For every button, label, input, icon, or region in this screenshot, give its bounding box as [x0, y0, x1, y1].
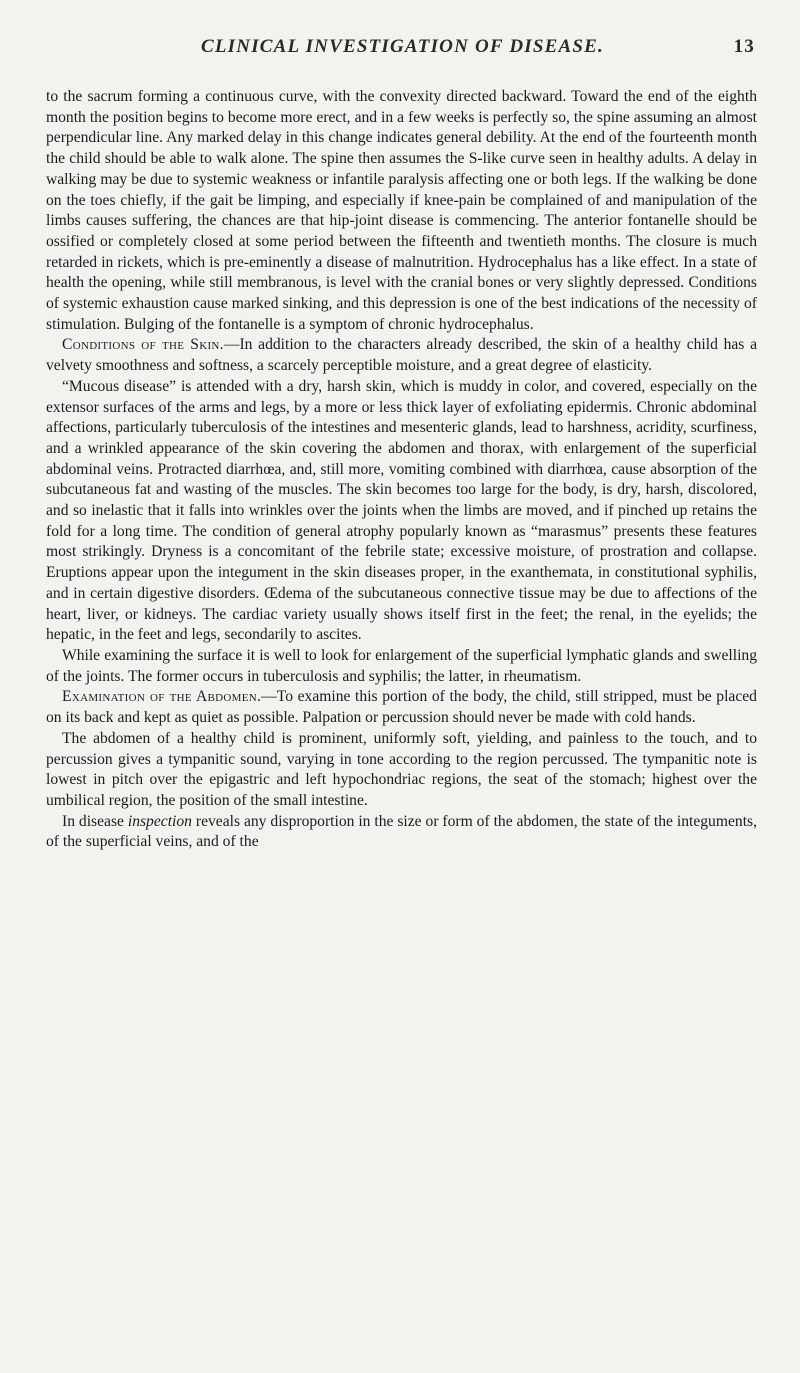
paragraph: [46, 335, 757, 376]
paragraph-text: In disease: [62, 812, 128, 830]
paragraph-text: —To examine this portion of the body, the child, still stripped, must be placed on its back and kept as quiet as possible. Palpation or percussion should never be made with cold hands.: [46, 688, 757, 727]
running-head-title: CLINICAL INVESTIGATION OF DISEASE.: [201, 36, 604, 57]
italic-term: inspection: [127, 812, 192, 830]
paragraph-text: “Mucous disease” is attended with a dry, harsh skin, which is muddy in color, and covered, especially on the extensor surfaces of the arms and legs, by a more or less thick layer of exfoliating epidermis. Chronic abdominal affections, particularly tuberculosis of the intestines and mesenteric glands, lead to harshness, acridity, scurfiness, and a wrinkled appearance of the skin covering the abdomen and thorax, with enlargement of the superficial abdominal veins. Protracted diarrhœa, and, still more, vomiting combined with diarrhœa, cause absorption of the subcutaneous fat and wasting of the muscles. The skin becomes too large for the body, is dry, harsh, discolored, and so inelastic that it falls into wrinkles over the joints when the limbs are moved, and if pinched up retains the fold for a long time. The condition of general atrophy popularly known as “marasmus” presents these features most strikingly. Dryness is a concomitant of the febrile state; excessive moisture, of prostration and collapse. Eruptions appear upon the integument in the skin diseases proper, in the exanthemata, in constitutional syphilis, and in certain digestive disorders. Œdema of the subcutaneous connective tissue may be due to affections of the heart, liver, or kidneys. The cardiac variety usually shows itself first in the feet; the renal, in the eyelids; the hepatic, in the feet and legs, secondarily to ascites.: [46, 377, 757, 644]
paragraph: [46, 729, 757, 812]
paragraph-text: reveals any disproportion in the size or form of the abdomen, the state of the integuments, of the superficial veins, and of the: [46, 812, 757, 851]
section-heading-abdomen: Examination of the Abdomen.: [62, 688, 262, 706]
paragraph: [46, 646, 757, 687]
running-head: [46, 30, 757, 64]
paragraph-text: —In addition to the characters already described, the skin of a healthy child has a velvety smoothness and softness, a scarcely perceptible moisture, and a great degree of elasticity.: [46, 336, 757, 375]
paragraph: [46, 377, 757, 646]
section-heading-skin: Conditions of the Skin.: [62, 336, 224, 354]
paragraph-text: The abdomen of a healthy child is prominent, uniformly soft, yielding, and painless to the touch, and to percussion gives a tympanitic sound, varying in tone according to the region percussed. The tympanitic note is lowest in pitch over the epigastric and left hypochondriac regions, the seat of the stomach; highest over the umbilical region, the position of the small intestine.: [46, 729, 757, 809]
body-text: [46, 87, 757, 853]
page-number: 13: [733, 36, 755, 57]
paragraph: [46, 87, 757, 335]
paragraph: [46, 687, 757, 728]
paragraph-text: While examining the surface it is well to look for enlargement of the superficial lymphatic glands and swelling of the joints. The former occurs in tuberculosis and syphilis; the latter, in rheumatism.: [46, 646, 757, 685]
book-page: [46, 30, 757, 853]
paragraph: [46, 812, 757, 853]
paragraph-text: to the sacrum forming a continuous curve, with the convexity directed backward. Toward the end of the eighth month the position begins to become more erect, and in a few weeks is perfectly so, the spine assuming an almost perpendicular line. Any marked delay in this change indicates general debility. At the end of the fourteenth month the child should be able to walk alone. The spine then assumes the S-like curve seen in healthy adults. A delay in walking may be due to systemic weakness or infantile paralysis affecting one or both legs. If the walking be done on the toes chiefly, if the gait be limping, and especially if knee-pain be complained of and manipulation of the limbs causes suffering, the chances are that hip-joint disease is commencing. The anterior fontanelle should be ossified or completely closed at some period between the fifteenth and twentieth months. The closure is much retarded in rickets, which is pre-eminently a disease of malnutrition. Hydrocephalus has a like effect. In a state of health the opening, while still membranous, is level with the cranial bones or very slightly depressed. Conditions of systemic exhaustion cause marked sinking, and this depression is one of the best indications of the necessity of stimulation. Bulging of the fontanelle is a symptom of chronic hydrocephalus.: [46, 88, 757, 333]
